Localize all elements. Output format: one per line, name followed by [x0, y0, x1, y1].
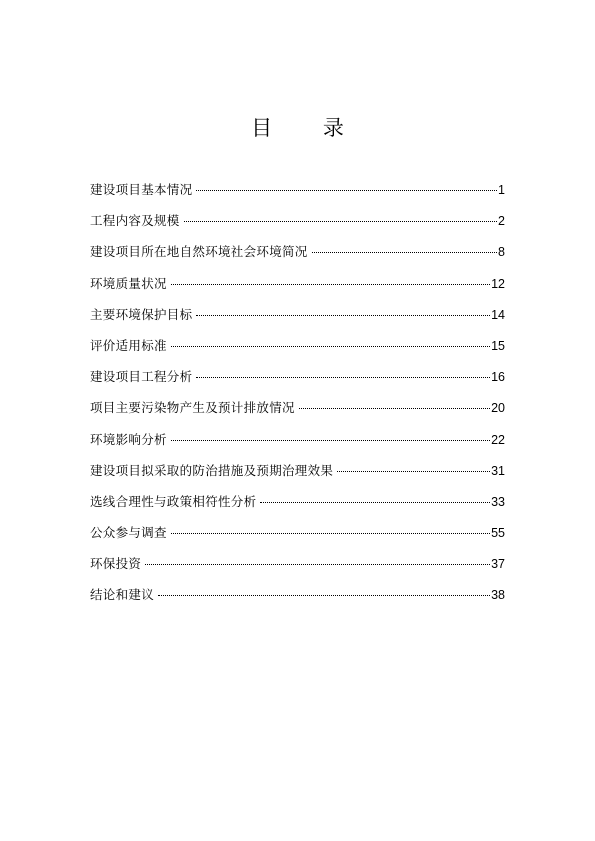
toc-entry-text: 结论和建议	[90, 587, 155, 603]
toc-dot-leader	[337, 471, 490, 472]
toc-title: 目 录	[251, 116, 366, 140]
toc-entry[interactable]	[90, 181, 505, 212]
toc-entry-text: 主要环境保护目标	[90, 306, 193, 322]
toc-entry[interactable]	[90, 493, 505, 524]
toc-entry[interactable]	[90, 462, 505, 493]
toc-entry[interactable]	[90, 212, 505, 243]
toc-dot-leader	[171, 440, 490, 441]
toc-page-number: 14	[491, 307, 505, 322]
toc-entry[interactable]	[90, 243, 505, 274]
toc-page-number: 15	[491, 338, 505, 353]
toc-entry-text: 工程内容及规模	[90, 213, 180, 229]
toc-dot-leader	[196, 190, 497, 191]
toc-entry[interactable]	[90, 586, 505, 617]
toc-entry[interactable]	[90, 337, 505, 368]
toc-page-number: 22	[491, 432, 505, 447]
toc-page-number: 55	[491, 526, 505, 541]
toc-page-number: 1	[498, 183, 505, 197]
toc-page-number: 12	[491, 276, 505, 291]
toc-entry[interactable]	[90, 399, 505, 430]
toc-entry[interactable]	[90, 524, 505, 555]
toc-entry-text: 建设项目基本情况	[90, 182, 193, 197]
toc-entry-text: 环保投资	[90, 556, 142, 572]
toc-dot-leader	[312, 252, 497, 253]
toc-entry-text: 建设项目拟采取的防治措施及预期治理效果	[90, 462, 334, 478]
toc-entry-text: 环境影响分析	[90, 431, 167, 447]
toc-entry-text: 评价适用标准	[90, 337, 167, 353]
toc-page-number: 20	[491, 401, 505, 416]
table-of-contents	[90, 181, 505, 618]
toc-entry[interactable]	[90, 431, 505, 462]
toc-entry[interactable]	[90, 368, 505, 399]
toc-entry-text: 环境质量状况	[90, 275, 167, 291]
toc-entry-text: 公众参与调查	[90, 525, 167, 541]
toc-dot-leader	[184, 221, 497, 222]
toc-entry[interactable]	[90, 275, 505, 306]
toc-entry-text: 建设项目工程分析	[90, 369, 193, 385]
toc-dot-leader	[171, 533, 490, 534]
toc-dot-leader	[299, 408, 490, 409]
toc-entry[interactable]	[90, 306, 505, 337]
toc-dot-leader	[171, 346, 490, 347]
toc-dot-leader	[196, 377, 490, 378]
toc-dot-leader	[196, 315, 490, 316]
toc-entry[interactable]	[90, 555, 505, 586]
toc-dot-leader	[158, 595, 490, 596]
toc-page-number: 16	[491, 370, 505, 385]
toc-entry-text: 选线合理性与政策相符性分析	[90, 493, 257, 509]
toc-page-number: 37	[491, 557, 505, 572]
toc-page-number: 8	[498, 245, 505, 260]
toc-page-number: 33	[491, 494, 505, 509]
toc-entry-text: 项目主要污染物产生及预计排放情况	[90, 400, 295, 416]
toc-entry-text: 建设项目所在地自然环境社会环境简况	[90, 244, 308, 260]
toc-dot-leader	[260, 502, 490, 503]
toc-page-number: 31	[491, 463, 505, 478]
toc-dot-leader	[145, 564, 490, 565]
toc-page-number: 38	[491, 588, 505, 603]
toc-page-number: 2	[498, 214, 505, 229]
toc-dot-leader	[171, 284, 490, 285]
